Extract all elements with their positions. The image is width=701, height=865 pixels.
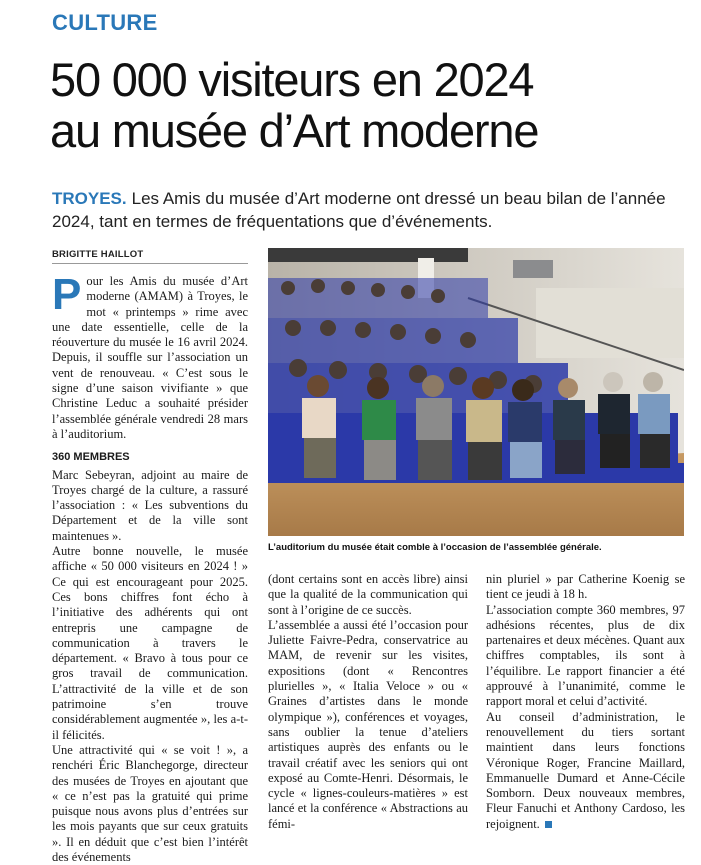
- lede-city: TROYES.: [52, 189, 127, 208]
- paragraph-membres: L’association compte 360 membres, 97 adhésions récentes, plus de dix partenaires et deux mécènes. Quant aux chiffres comptables, ils sont à l’équilibre. Le rapport financier a été approuvé à l’unanimité, comme le rapport moral et celui d’activité.: [486, 602, 685, 709]
- auditorium-photo: [268, 248, 684, 536]
- drop-cap: P: [52, 270, 82, 319]
- byline: BRIGITTE HAILLOT: [52, 249, 248, 264]
- intro-text: our les Amis du musée d’Art moderne (AMAM) à Troyes, le mot « printemps » rime avec une date essentielle, celle de la réouverture du musée le 16 avril 2024. Depuis, il souffle sur l’association un vent de renouveau. « C’est sous le signe d’une saison vivifiante » que Christine Leduc a souhaité présider l’assemblée générale vendredi 28 mars à l’auditorium.: [52, 274, 248, 441]
- article-column-2: [268, 572, 468, 832]
- paragraph-conseil: [486, 710, 685, 832]
- headline-line-2: au musée d’Art moderne: [50, 104, 539, 157]
- lede-text: Les Amis du musée d’Art moderne ont dressé un beau bilan de l’année 2024, tant en termes de fréquentations que d’événements.: [52, 189, 666, 231]
- end-of-article-icon: [545, 821, 552, 828]
- photo-caption: L’auditorium du musée était comble à l’occasion de l’assemblée générale.: [268, 542, 602, 553]
- paragraph-subventions: Marc Sebeyran, adjoint au maire de Troyes chargé de la culture, a rassuré l’association : « Les subventions du Département et de la ville sont maintenues ».: [52, 467, 248, 543]
- auditorium-illustration: [268, 248, 684, 536]
- subheading-360-membres: 360 MEMBRES: [52, 451, 130, 464]
- section-rubric: CULTURE: [52, 10, 158, 35]
- article-column-3: [486, 572, 685, 832]
- paragraph-attractivite: Une attractivité qui « se voit ! », a renchéri Éric Blanchegorge, directeur des musées de Troyes en ajoutant que « ce n’est pas la gratuité qui prime puisque nous avons plus d’entrées sur les mois payants que sur ceux gratuits ». Il en déduit que c’est bien l’intérêt des événements: [52, 742, 248, 864]
- lede: [52, 187, 692, 233]
- paragraph-visiteurs: Autre bonne nouvelle, le musée affiche « 50 000 visiteurs en 2024 ! » Ce qui est encourageant pour 2025. Ces bons chiffres font écho à l’initiative des adhérents qui ont entrepris une campagne de communication à travers le département. « Bravo à tous pour ce gros travail de communication. L’attractivité de la ville et de son patrimoine s’en trouve considérablement augmentée », les a-t-il félicités.: [52, 544, 248, 742]
- headline: [50, 54, 690, 156]
- paragraph-assemblee: L’assemblée a aussi été l’occasion pour Juliette Faivre-Pedra, conservatrice au MAM, de revenir sur les visites, expositions (dont « Rencontres plurielles », « Italia Veloce » ou « Graines d’artistes dans le monde olympique »), conférences et voyages, sans oublier la tenue d’ateliers artistiques auprès des enfants ou le travail créatif avec les seniors qui ont exposé au Comte-Henri. Désormais, le cycle « lignes-couleurs-matières » est lancé et la conférence « Abstractions au fémi-: [268, 617, 468, 831]
- article-column-1: [52, 270, 248, 865]
- conseil-text: Au conseil d’administration, le renouvellement du tiers sortant maintient dans leurs fonctions Véronique Roger, Francine Maillard, Emmanuelle Dumard et Anne-Cécile Somborn. Deux nouveaux membres, Fleur Fanuchi et Anthony Cardoso, les rejoignent.: [486, 709, 685, 831]
- intro-paragraph: [52, 270, 248, 442]
- paragraph-communication: (dont certains sont en accès libre) ainsi que la qualité de la communication qui sont à l’origine de ce succès.: [268, 572, 468, 617]
- paragraph-conference: nin pluriel » par Catherine Koenig se tient ce jeudi à 18 h.: [486, 572, 685, 602]
- headline-line-1: 50 000 visiteurs en 2024: [50, 53, 534, 106]
